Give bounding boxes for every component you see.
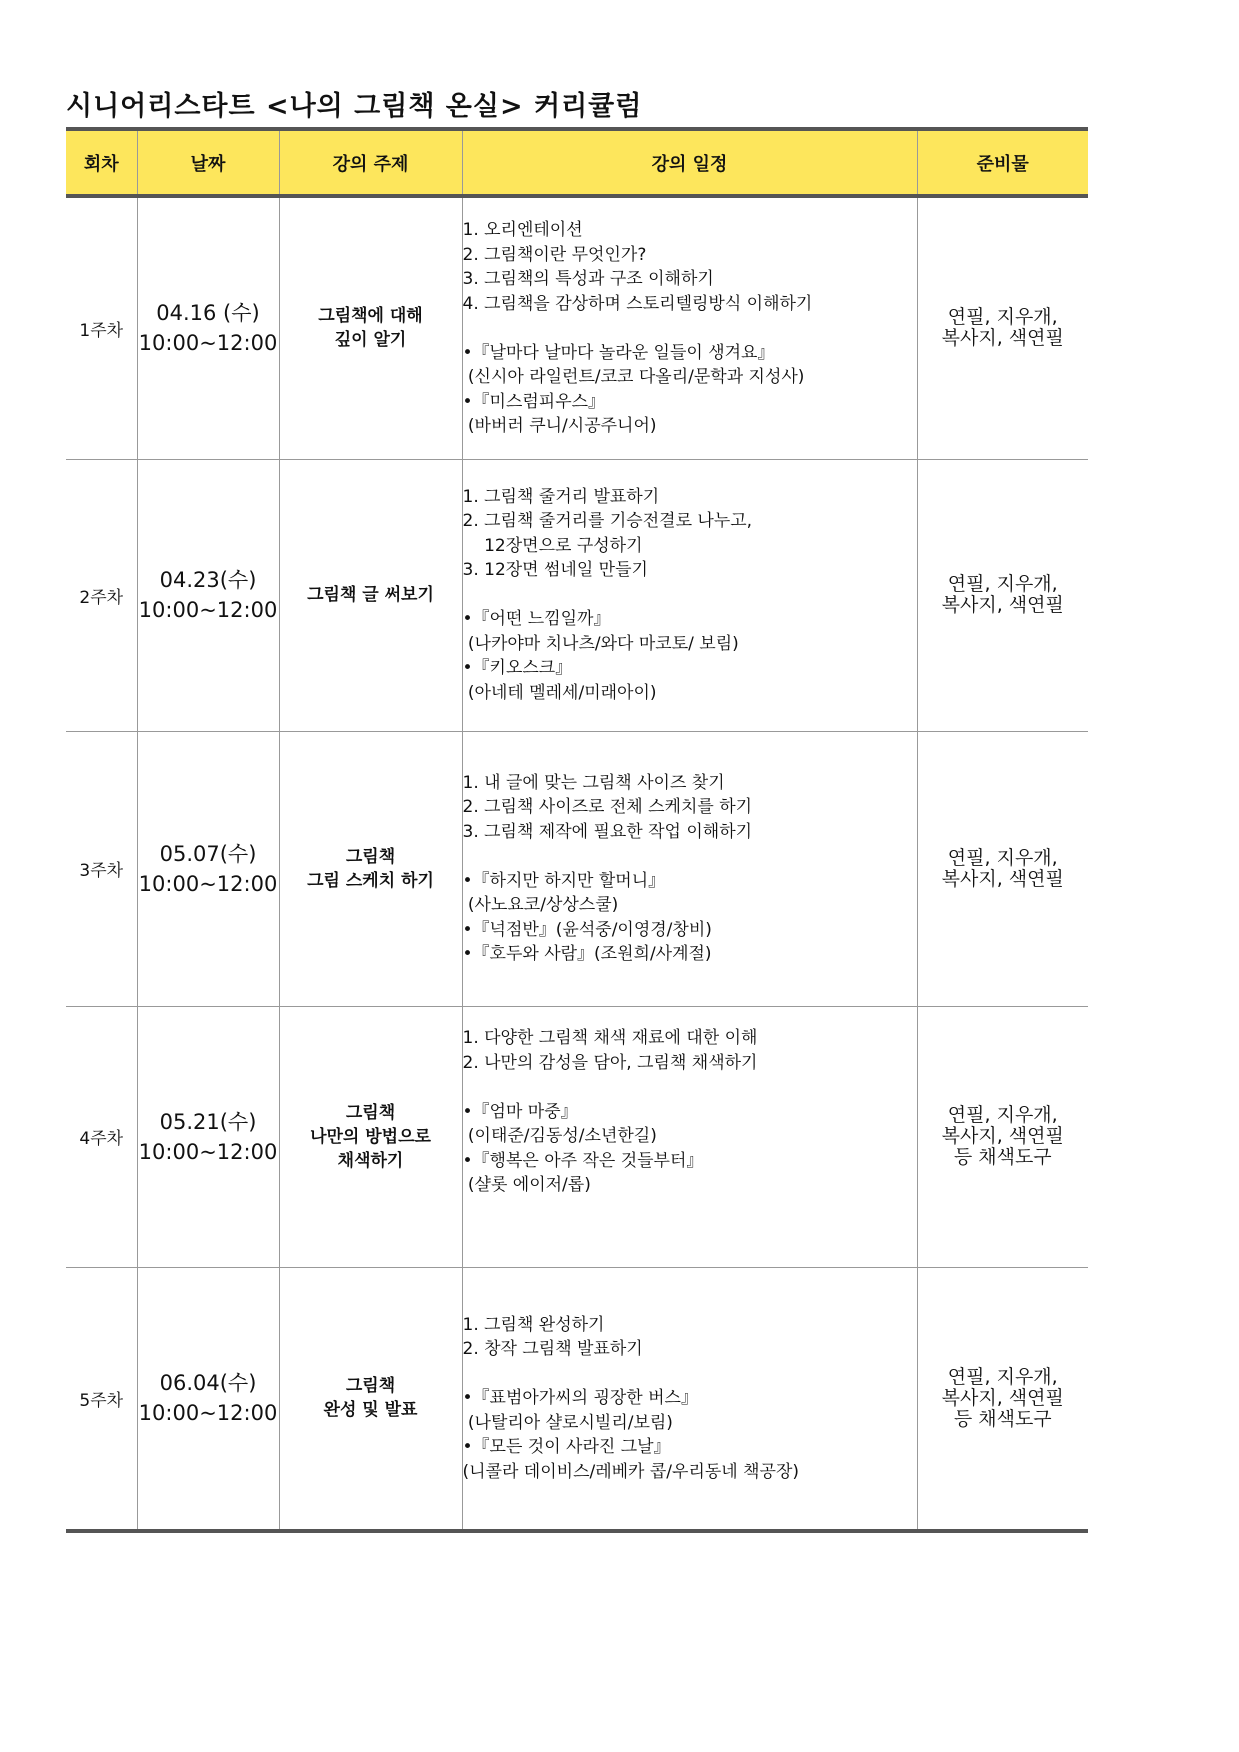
schedule-line: 1. 내 글에 맞는 그림책 사이즈 찾기: [462, 772, 725, 793]
topic-line: 채색하기: [337, 1150, 404, 1171]
date-line: 05.21(수): [159, 1109, 257, 1134]
schedule-line: •『어떤 느낌일까』: [462, 609, 611, 630]
schedule-line: •『엄마 마중』: [462, 1101, 578, 1122]
header-schedule: 강의 일정: [462, 129, 917, 196]
date-cell: [137, 731, 279, 1006]
date-cell: [137, 196, 279, 459]
schedule-line: 12장면으로 구성하기: [462, 535, 643, 556]
schedule-line: •『호두와 사람』(조원희/사계절): [462, 944, 712, 964]
schedule-line: [463, 1362, 917, 1387]
topic-line: 나만의 방법으로: [310, 1126, 431, 1147]
schedule-line: •『모든 것이 사라진 그날』: [462, 1437, 671, 1457]
topic-cell: [279, 1006, 462, 1267]
table-row: [66, 196, 1088, 459]
schedule-line: (이태준/김동성/소년한길): [462, 1126, 657, 1147]
topic-cell: [279, 196, 462, 459]
schedule-line: 2. 그림책 줄거리를 기승전결로 나누고,: [462, 511, 753, 532]
schedule-cell: [462, 1006, 917, 1267]
table-row: [66, 1006, 1088, 1267]
materials-line: 등 채색도구: [953, 1146, 1052, 1168]
table-row: [66, 1267, 1088, 1531]
materials-line: 연필, 지우개,: [947, 1104, 1058, 1126]
schedule-cell: [462, 196, 917, 459]
materials-line: 연필, 지우개,: [947, 573, 1058, 595]
schedule-line: 3. 그림책 제작에 필요한 작업 이해하기: [462, 821, 753, 842]
schedule-line: 4. 그림책을 감상하며 스토리텔링방식 이해하기: [462, 293, 813, 314]
table-row: [66, 459, 1088, 731]
date-line: 10:00~12:00: [138, 331, 278, 356]
week-cell: 5주차: [66, 1267, 137, 1531]
date-line: 10:00~12:00: [138, 598, 278, 622]
topic-line: 그림책: [345, 1376, 396, 1397]
schedule-line: [463, 1198, 917, 1223]
date-line: 04.23(수): [159, 568, 257, 592]
curriculum-table: [66, 127, 1088, 1533]
table-header-row: [66, 129, 1088, 196]
schedule-line: [463, 844, 917, 869]
topic-cell: [279, 731, 462, 1006]
schedule-line: 2. 나만의 감성을 담아, 그림책 채색하기: [462, 1052, 758, 1073]
materials-line: 복사지, 색연필: [941, 867, 1064, 890]
materials-line: 복사지, 색연필: [941, 1386, 1064, 1409]
topic-cell: [279, 1267, 462, 1531]
schedule-line: [463, 1222, 917, 1247]
date-line: 04.16 (수): [156, 301, 260, 326]
header-session: 회차: [66, 129, 137, 196]
header-date: 날짜: [137, 129, 279, 196]
schedule-line: (아네테 멜레세/미래아이): [462, 682, 657, 703]
schedule-line: 1. 그림책 완성하기: [462, 1314, 605, 1335]
materials-line: 연필, 지우개,: [947, 846, 1058, 869]
schedule-line: 1. 그림책 줄거리 발표하기: [462, 486, 660, 507]
schedule-line: 2. 그림책이란 무엇인가?: [462, 244, 647, 265]
header-topic: 강의 주제: [279, 129, 462, 196]
table-row: [66, 731, 1088, 1006]
materials-cell: [917, 1006, 1088, 1267]
materials-line: 복사지, 색연필: [941, 1125, 1064, 1147]
materials-cell: [917, 1267, 1088, 1531]
topic-line: 그림책 글 써보기: [307, 585, 434, 605]
topic-line: 그림책에 대해: [318, 306, 423, 327]
header-materials: 준비물: [917, 129, 1088, 196]
date-line: 10:00~12:00: [138, 1401, 278, 1426]
week-cell: 1주차: [66, 196, 137, 459]
date-line: 05.07(수): [159, 841, 257, 866]
materials-line: 복사지, 색연필: [941, 327, 1064, 350]
schedule-line: (니콜라 데이비스/레베카 콥/우리동네 책공장): [462, 1461, 800, 1482]
materials-cell: [917, 459, 1088, 731]
schedule-line: 2. 그림책 사이즈로 전체 스케치를 하기: [462, 797, 753, 817]
materials-line: 등 채색도구: [953, 1407, 1052, 1430]
schedule-line: 1. 오리엔테이션: [462, 220, 583, 240]
schedule-cell: [462, 459, 917, 731]
topic-line: 완성 및 발표: [323, 1400, 418, 1421]
materials-line: 연필, 지우개,: [947, 1365, 1058, 1388]
date-cell: [137, 459, 279, 731]
materials-line: 복사지, 색연필: [941, 594, 1064, 616]
date-line: 10:00~12:00: [138, 871, 278, 896]
schedule-line: •『미스럼피우스』: [462, 391, 606, 412]
topic-line: 그림책: [345, 846, 396, 867]
topic-line: 그림 스케치 하기: [307, 870, 434, 891]
topic-line: 깊이 알기: [334, 330, 407, 351]
page-title: 시니어리스타트 <나의 그림책 온실> 커리큘럼: [66, 91, 643, 122]
schedule-line: (신시아 라일런트/코코 다올리/문학과 지성사): [462, 367, 805, 387]
materials-line: 연필, 지우개,: [947, 306, 1058, 329]
schedule-line: •『행복은 아주 작은 것들부터』: [462, 1150, 704, 1171]
schedule-line: (샬롯 에이저/롭): [462, 1175, 591, 1196]
date-line: 10:00~12:00: [138, 1139, 278, 1164]
week-cell: 2주차: [66, 459, 137, 731]
schedule-line: 2. 창작 그림책 발표하기: [462, 1339, 643, 1359]
schedule-cell: [462, 731, 917, 1006]
schedule-line: [463, 1075, 917, 1100]
schedule-line: •『날마다 날마다 놀라운 일들이 생겨요』: [462, 342, 775, 363]
week-cell: 3주차: [66, 731, 137, 1006]
schedule-line: 1. 다양한 그림책 채색 재료에 대한 이해: [462, 1028, 758, 1049]
schedule-cell: [462, 1267, 917, 1531]
schedule-line: (바버러 쿠니/시공주니어): [462, 416, 657, 436]
schedule-line: (나탈리아 샬로시빌리/보림): [462, 1412, 673, 1433]
schedule-line: •『하지만 하지만 할머니』: [462, 870, 666, 891]
schedule-line: 3. 12장면 썸네일 만들기: [462, 560, 648, 581]
topic-cell: [279, 459, 462, 731]
schedule-line: (나카야마 치나츠/와다 마코토/ 보림): [462, 633, 739, 654]
schedule-line: 3. 그림책의 특성과 구조 이해하기: [462, 269, 714, 289]
schedule-line: (사노요코/상상스쿨): [462, 895, 619, 915]
schedule-line: •『키오스크』: [462, 658, 573, 679]
schedule-line: [463, 583, 917, 608]
date-cell: [137, 1006, 279, 1267]
schedule-line: [463, 316, 917, 341]
date-line: 06.04(수): [159, 1371, 257, 1396]
week-cell: 4주차: [66, 1006, 137, 1267]
materials-cell: [917, 196, 1088, 459]
schedule-line: •『넉점반』(윤석중/이영경/창비): [462, 919, 712, 940]
date-cell: [137, 1267, 279, 1531]
schedule-line: •『표범아가씨의 굉장한 버스』: [462, 1388, 698, 1408]
topic-line: 그림책: [345, 1102, 396, 1123]
materials-cell: [917, 731, 1088, 1006]
